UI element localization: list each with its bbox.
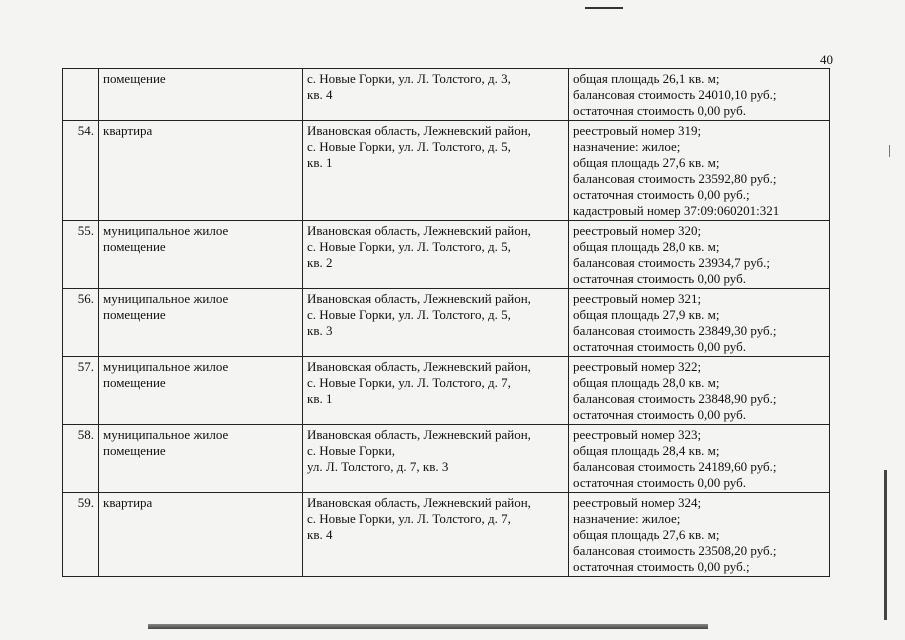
address-line: кв. 3 [307, 323, 333, 338]
address-line: Ивановская область, Лежневский район, [307, 123, 531, 138]
detail-line: реестровый номер 319; [573, 123, 702, 138]
detail-line: общая площадь 28,0 кв. м; [573, 375, 720, 390]
detail-line: реестровый номер 323; [573, 427, 702, 442]
detail-line: остаточная стоимость 0,00 руб.; [573, 187, 750, 202]
detail-line: реестровый номер 322; [573, 359, 702, 374]
address-line: кв. 1 [307, 391, 333, 406]
object-name [99, 357, 303, 425]
detail-line: остаточная стоимость 0,00 руб. [573, 103, 746, 118]
address-line: с. Новые Горки, [307, 443, 395, 458]
detail-line: остаточная стоимость 0,00 руб. [573, 271, 746, 286]
address-line: Ивановская область, Лежневский район, [307, 291, 531, 306]
detail-line: общая площадь 27,9 кв. м; [573, 307, 720, 322]
object-name-line: квартира [103, 495, 153, 510]
address-line: с. Новые Горки, ул. Л. Толстого, д. 5, [307, 139, 511, 154]
object-name [99, 493, 303, 577]
object-address [303, 425, 569, 493]
detail-line: балансовая стоимость 23849,30 руб.; [573, 323, 777, 338]
object-details [569, 121, 830, 221]
detail-line: балансовая стоимость 23508,20 руб.; [573, 543, 777, 558]
object-name-line: муниципальное жилое [103, 291, 229, 306]
address-line: Ивановская область, Лежневский район, [307, 359, 531, 374]
detail-line: назначение: жилое; [573, 139, 681, 154]
address-line: кв. 2 [307, 255, 333, 270]
detail-line: остаточная стоимость 0,00 руб. [573, 475, 746, 490]
object-name-line: муниципальное жилое [103, 223, 229, 238]
address-line: Ивановская область, Лежневский район, [307, 495, 531, 510]
object-name [99, 69, 303, 121]
scan-edge-shadow [884, 470, 887, 620]
table-row [63, 69, 830, 121]
detail-line: назначение: жилое; [573, 511, 681, 526]
object-name-line: помещение [103, 307, 166, 322]
detail-line: реестровый номер 320; [573, 223, 702, 238]
object-name-line: муниципальное жилое [103, 427, 229, 442]
object-address [303, 121, 569, 221]
table-row [63, 425, 830, 493]
address-line: с. Новые Горки, ул. Л. Толстого, д. 5, [307, 239, 511, 254]
address-line: кв. 4 [307, 527, 333, 542]
scan-margin-mark [889, 145, 890, 157]
detail-line: балансовая стоимость 24189,60 руб.; [573, 459, 777, 474]
detail-line: общая площадь 28,0 кв. м; [573, 239, 720, 254]
detail-line: реестровый номер 321; [573, 291, 702, 306]
address-line: Ивановская область, Лежневский район, [307, 427, 531, 442]
scan-top-mark [585, 7, 623, 9]
detail-line: остаточная стоимость 0,00 руб. [573, 407, 746, 422]
detail-line: реестровый номер 324; [573, 495, 702, 510]
row-number: 59. [63, 493, 99, 577]
object-name-line: муниципальное жилое [103, 359, 229, 374]
object-details [569, 289, 830, 357]
object-details [569, 69, 830, 121]
object-details [569, 221, 830, 289]
row-number: 57. [63, 357, 99, 425]
object-address [303, 357, 569, 425]
detail-line: общая площадь 27,6 кв. м; [573, 155, 720, 170]
object-name-line: помещение [103, 375, 166, 390]
object-name-line: помещение [103, 239, 166, 254]
object-name-line: помещение [103, 71, 166, 86]
object-address [303, 69, 569, 121]
object-name [99, 425, 303, 493]
row-number: 55. [63, 221, 99, 289]
object-address [303, 221, 569, 289]
object-details [569, 493, 830, 577]
object-name [99, 289, 303, 357]
detail-line: остаточная стоимость 0,00 руб.; [573, 559, 750, 574]
table-row [63, 289, 830, 357]
property-registry-table [62, 68, 830, 577]
object-name-line: квартира [103, 123, 153, 138]
address-line: ул. Л. Толстого, д. 7, кв. 3 [307, 459, 449, 474]
detail-line: кадастровый номер 37:09:060201:321 [573, 203, 780, 218]
address-line: с. Новые Горки, ул. Л. Толстого, д. 7, [307, 375, 511, 390]
object-details [569, 425, 830, 493]
address-line: Ивановская область, Лежневский район, [307, 223, 531, 238]
scan-bottom-edge [148, 624, 708, 629]
address-line: кв. 1 [307, 155, 333, 170]
detail-line: балансовая стоимость 23934,7 руб.; [573, 255, 770, 270]
table-row [63, 121, 830, 221]
object-details [569, 357, 830, 425]
object-name [99, 221, 303, 289]
table-row [63, 221, 830, 289]
row-number: 58. [63, 425, 99, 493]
row-number: 54. [63, 121, 99, 221]
address-line: с. Новые Горки, ул. Л. Толстого, д. 5, [307, 307, 511, 322]
detail-line: балансовая стоимость 24010,10 руб.; [573, 87, 777, 102]
page-number: 40 [820, 52, 833, 67]
row-number [63, 69, 99, 121]
detail-line: балансовая стоимость 23848,90 руб.; [573, 391, 777, 406]
table-row [63, 357, 830, 425]
detail-line: общая площадь 28,4 кв. м; [573, 443, 720, 458]
detail-line: балансовая стоимость 23592,80 руб.; [573, 171, 777, 186]
object-address [303, 289, 569, 357]
address-line: с. Новые Горки, ул. Л. Толстого, д. 7, [307, 511, 511, 526]
object-address [303, 493, 569, 577]
address-line: кв. 4 [307, 87, 333, 102]
address-line: с. Новые Горки, ул. Л. Толстого, д. 3, [307, 71, 511, 86]
detail-line: общая площадь 27,6 кв. м; [573, 527, 720, 542]
object-name-line: помещение [103, 443, 166, 458]
detail-line: общая площадь 26,1 кв. м; [573, 71, 720, 86]
row-number: 56. [63, 289, 99, 357]
table-row [63, 493, 830, 577]
object-name [99, 121, 303, 221]
detail-line: остаточная стоимость 0,00 руб. [573, 339, 746, 354]
